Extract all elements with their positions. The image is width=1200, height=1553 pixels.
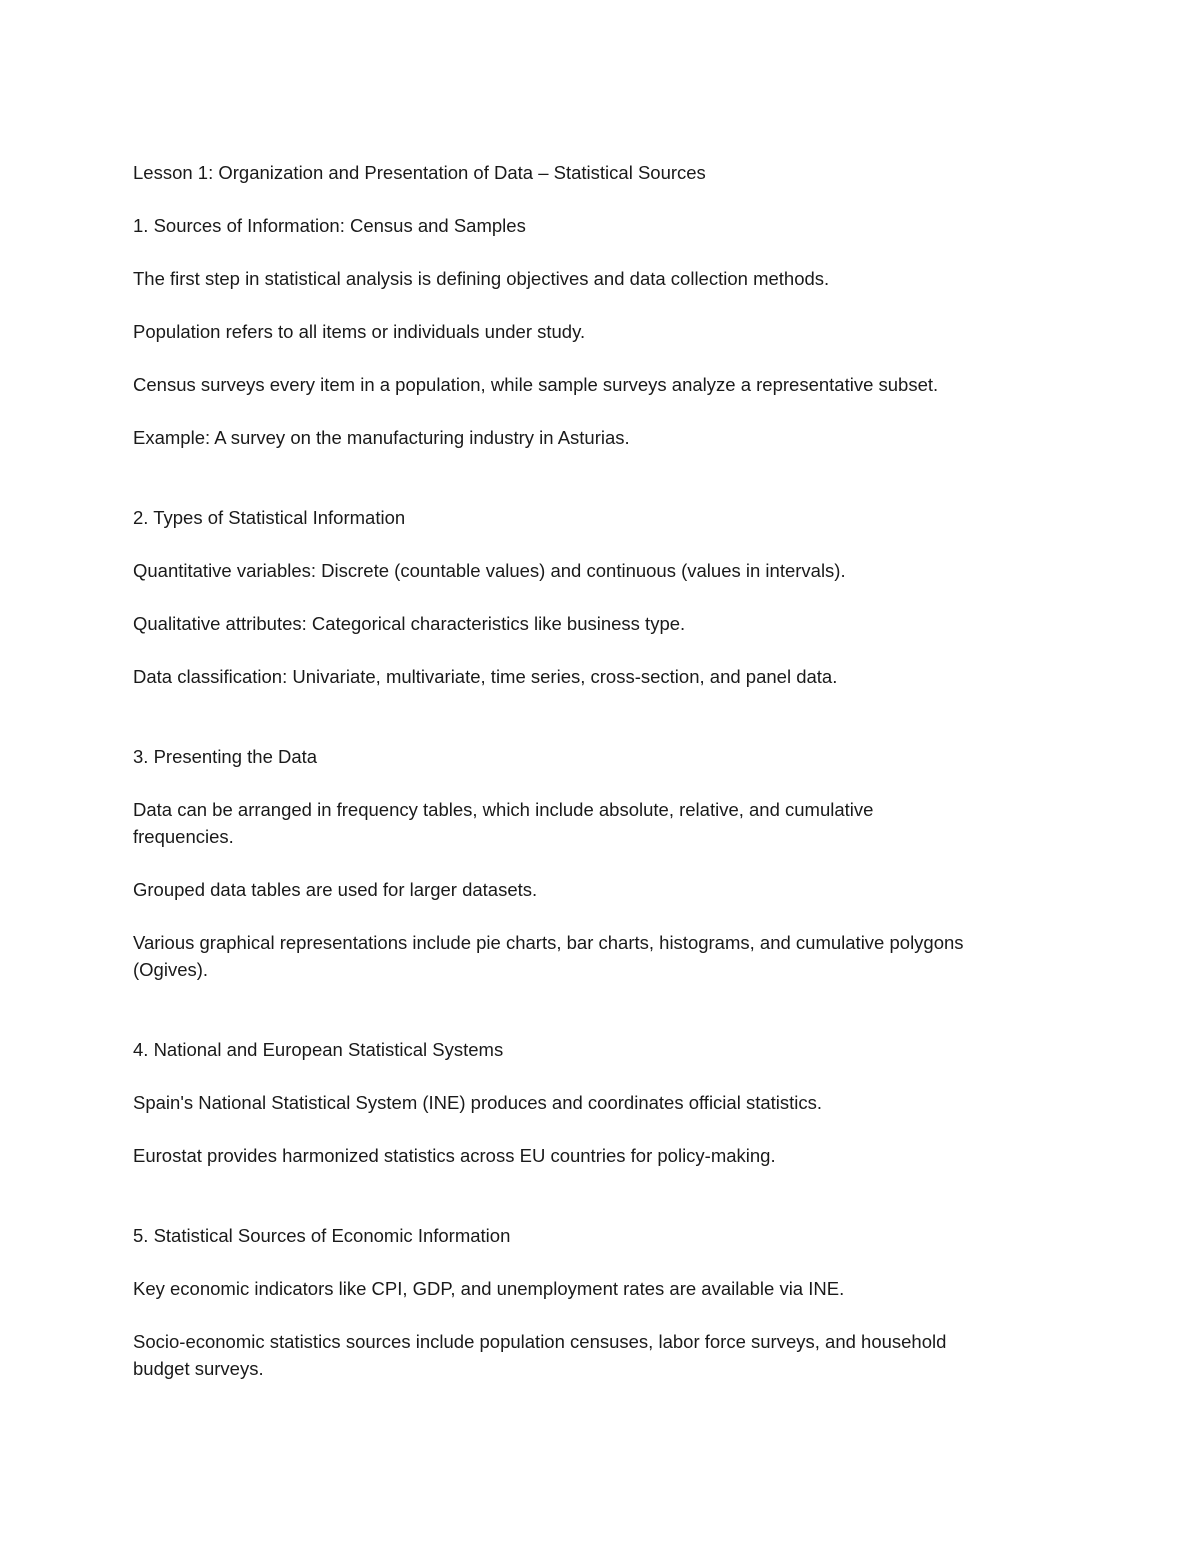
section-heading: 2. Types of Statistical Information	[133, 507, 406, 528]
paragraph: The first step in statistical analysis is defining objectives and data collection methods.	[133, 268, 830, 289]
paragraph: Data classification: Univariate, multivariate, time series, cross-section, and panel data.	[133, 666, 838, 687]
section-heading: 1. Sources of Information: Census and Samples	[133, 215, 526, 236]
paragraph: Example: A survey on the manufacturing industry in Asturias.	[133, 427, 630, 448]
paragraph: Quantitative variables: Discrete (countable values) and continuous (values in intervals).	[133, 560, 846, 581]
paragraph: Data can be arranged in frequency tables, which include absolute, relative, and cumulative frequencies.	[133, 799, 874, 847]
paragraph: Population refers to all items or individuals under study.	[133, 321, 586, 342]
paragraph: Census surveys every item in a population, while sample surveys analyze a representative subset.	[133, 374, 939, 395]
document-title: Lesson 1: Organization and Presentation of Data – Statistical Sources	[133, 162, 706, 183]
document-page	[133, 159, 973, 1408]
paragraph: Eurostat provides harmonized statistics across EU countries for policy-making.	[133, 1145, 776, 1166]
paragraph: Various graphical representations include pie charts, bar charts, histograms, and cumulative polygons (Ogives).	[133, 932, 964, 980]
section-heading: 4. National and European Statistical Systems	[133, 1039, 504, 1060]
paragraph: Socio-economic statistics sources include population censuses, labor force surveys, and household budget surveys.	[133, 1331, 947, 1379]
paragraph: Qualitative attributes: Categorical characteristics like business type.	[133, 613, 686, 634]
paragraph: Key economic indicators like CPI, GDP, and unemployment rates are available via INE.	[133, 1278, 845, 1299]
section-heading: 3. Presenting the Data	[133, 746, 318, 767]
section-heading: 5. Statistical Sources of Economic Information	[133, 1225, 511, 1246]
paragraph: Grouped data tables are used for larger datasets.	[133, 879, 538, 900]
paragraph: Spain's National Statistical System (INE) produces and coordinates official statistics.	[133, 1092, 823, 1113]
